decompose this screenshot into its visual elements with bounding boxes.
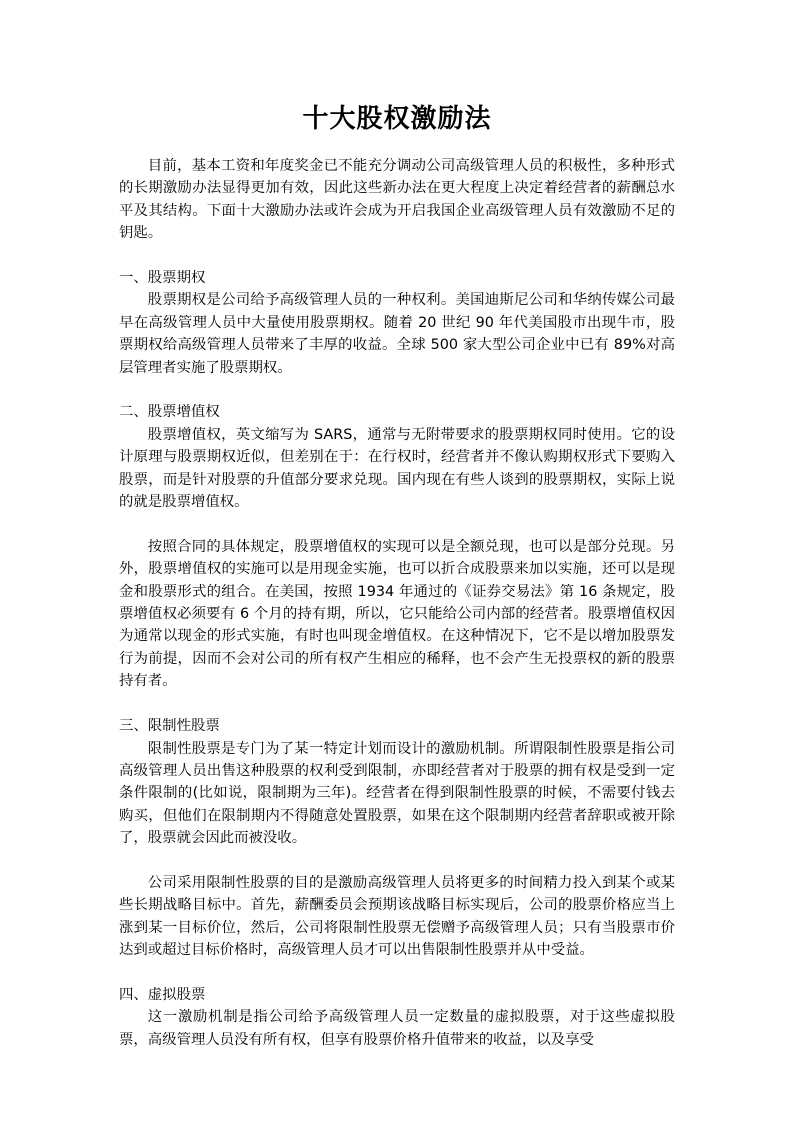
document-title: 十大股权激励法	[302, 104, 492, 134]
intro-paragraph: 目前，基本工资和年度奖金已不能充分调动公司高级管理人员的积极性，多种形式的长期激励办法显得更加有效，因此这些新办法在更大程度上决定着经营者的薪酬总水平及其结构。下面十大激励办法或许会成为开启我国企业高级管理人员有效激励不足的钥匙。	[119, 158, 675, 242]
document-body	[119, 155, 675, 1051]
section-heading-phantom-stock: 四、虚拟股票	[119, 986, 206, 1003]
paragraph-gap	[119, 379, 675, 401]
section-paragraph: 按照合同的具体规定，股票增值权的实现可以是全额兑现，也可以是部分兑现。另外，股票增值权的实施可以是用现金实施，也可以折合成股票来加以实施，还可以是现金和股票形式的组合。在美国，按照 1934 年通过的《证券交易法》第 16 条规定，股票增值权必须要有 6 个月的持有期，所以，它只能给公司内部的经营者。股票增值权因为通常以现金的形式实施，有时也叫现金增值权。在这种情况下，它不是以增加股票发行为前提，因而不会对公司的所有权产生相应的稀释，也不会产生无投票权的新的股票持有者。	[119, 538, 675, 690]
section-heading-stock-appreciation-rights: 二、股票增值权	[119, 404, 220, 421]
paragraph-gap	[119, 693, 675, 715]
section-heading-restricted-stock: 三、限制性股票	[119, 718, 220, 735]
paragraph-gap	[119, 245, 675, 267]
section-paragraph: 股票增值权，英文缩写为 SARS，通常与无附带要求的股票期权同时使用。它的设计原理与股票期权近似，但差别在于：在行权时，经营者并不像认购期权形式下要购入股票，而是针对股票的升值部分要求兑现。国内现在有些人谈到的股票期权，实际上说的就是股票增值权。	[119, 426, 675, 511]
paragraph-gap	[119, 850, 675, 872]
section-paragraph: 股票期权是公司给予高级管理人员的一种权利。美国迪斯尼公司和华纳传媒公司最早在高级管理人员中大量使用股票期权。随着 20 世纪 90 年代美国股市出现牛市，股票期权给高级管理人员带来了丰厚的收益。全球 500 家大型公司企业中已有 89%对高层管理者实施了股票期权。	[119, 292, 675, 376]
paragraph-gap	[119, 962, 675, 984]
section-paragraph: 这一激励机制是指公司给予高级管理人员一定数量的虚拟股票，对于这些虚拟股票，高级管理人员没有所有权，但享有股票价格升值带来的收益，以及享受	[119, 1009, 675, 1048]
section-paragraph: 限制性股票是专门为了某一特定计划而设计的激励机制。所谓限制性股票是指公司高级管理人员出售这种股票的权利受到限制，亦即经营者对于股票的拥有权是受到一定条件限制的(比如说，限制期为三年)。经营者在得到限制性股票的时候，不需要付钱去购买，但他们在限制期内不得随意处置股票，如果在这个限制期内经营者辞职或被开除了，股票就会因此而被没收。	[119, 740, 675, 847]
section-paragraph: 公司采用限制性股票的目的是激励高级管理人员将更多的时间精力投入到某个或某些长期战略目标中。首先，薪酬委员会预期该战略目标实现后，公司的股票价格应当上涨到某一目标价位，然后，公司将限制性股票无偿赠予高级管理人员；只有当股票市价达到或超过目标价格时，高级管理人员才可以出售限制性股票并从中受益。	[119, 874, 675, 959]
paragraph-gap	[119, 513, 675, 535]
section-heading-stock-options: 一、股票期权	[119, 270, 206, 287]
